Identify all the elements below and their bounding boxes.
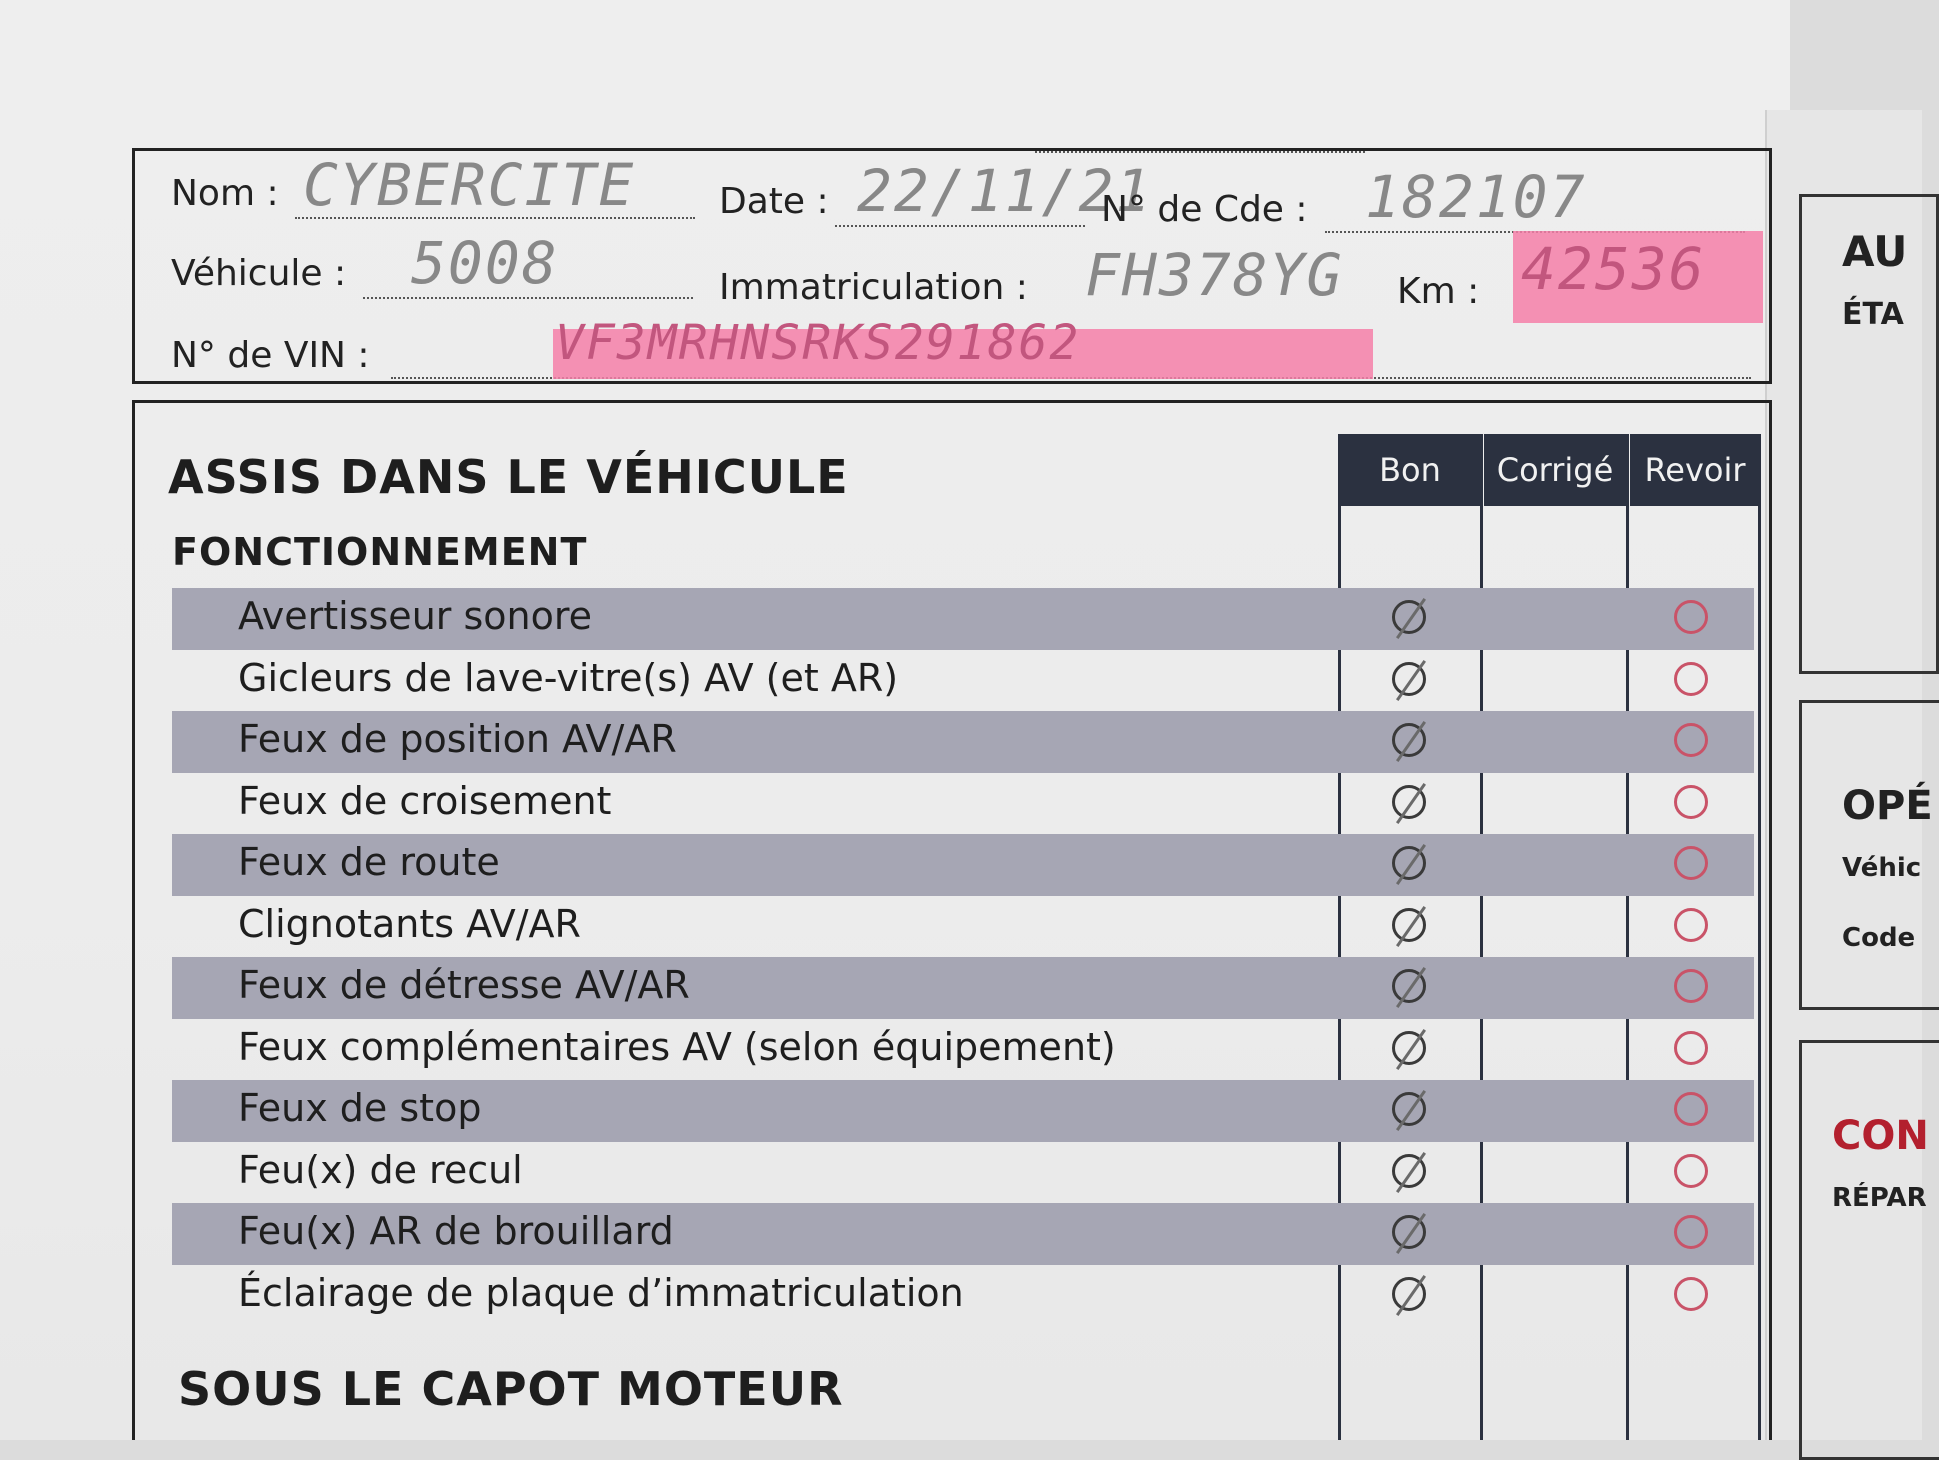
checklist-row <box>172 650 1754 712</box>
date-dots <box>835 225 1085 227</box>
nom-label: Nom : <box>171 173 279 214</box>
column-header-corrige: Corrigé <box>1484 434 1626 506</box>
section-title: ASSIS DANS LE VÉHICULE <box>168 450 849 504</box>
revoir-checkbox[interactable] <box>1674 1031 1708 1065</box>
checklist-item-label: Feux de croisement <box>238 778 612 823</box>
side-text-repar: RÉPAR <box>1832 1183 1927 1213</box>
km-value[interactable]: 42536 <box>1521 235 1706 303</box>
revoir-checkbox[interactable] <box>1674 1277 1708 1311</box>
checklist-item-label: Gicleurs de lave-vitre(s) AV (et AR) <box>238 655 899 700</box>
check-slash-icon <box>1396 1274 1426 1315</box>
vehicule-dots <box>363 297 693 299</box>
check-slash-icon <box>1396 1090 1426 1131</box>
checklist-row <box>172 711 1754 773</box>
bon-checkbox[interactable] <box>1392 1215 1426 1249</box>
bon-checkbox[interactable] <box>1392 846 1426 880</box>
immat-label: Immatriculation : <box>719 267 1028 308</box>
checklist-item-label: Feux de détresse AV/AR <box>238 963 690 1007</box>
side-text-etat: ÉTA <box>1842 297 1904 332</box>
checklist-row <box>172 1203 1754 1265</box>
revoir-checkbox[interactable] <box>1674 723 1708 757</box>
checklist-item-label: Feux complémentaires AV (selon équipement) <box>238 1024 1116 1069</box>
check-slash-icon <box>1396 1028 1426 1069</box>
cde-value[interactable]: 182107 <box>1365 163 1587 231</box>
vehicule-value[interactable]: 5008 <box>411 229 559 297</box>
checklist-rows <box>172 588 1754 1326</box>
vehicle-header-box <box>132 148 1772 384</box>
side-box-3 <box>1799 1040 1939 1460</box>
vin-label: N° de VIN : <box>171 335 370 376</box>
check-slash-icon <box>1396 967 1426 1008</box>
check-slash-icon <box>1396 1151 1426 1192</box>
bon-checkbox[interactable] <box>1392 1277 1426 1311</box>
side-text-con: CON <box>1832 1113 1929 1159</box>
km-label: Km : <box>1397 271 1480 312</box>
checklist-item-label: Feu(x) AR de brouillard <box>238 1209 674 1253</box>
checklist-row <box>172 834 1754 896</box>
revoir-checkbox[interactable] <box>1674 785 1708 819</box>
date-value[interactable]: 22/11/21 <box>857 157 1153 225</box>
bon-checkbox[interactable] <box>1392 969 1426 1003</box>
revoir-checkbox[interactable] <box>1674 969 1708 1003</box>
column-header-bon: Bon <box>1340 434 1480 506</box>
check-slash-icon <box>1396 844 1426 885</box>
bon-checkbox[interactable] <box>1392 785 1426 819</box>
bon-checkbox[interactable] <box>1392 723 1426 757</box>
checklist-item-label: Éclairage de plaque d’immatriculation <box>238 1270 964 1315</box>
column-divider <box>1758 434 1761 1440</box>
checklist-row <box>172 773 1754 835</box>
revoir-checkbox[interactable] <box>1674 1215 1708 1249</box>
checklist-item-label: Clignotants AV/AR <box>238 901 581 946</box>
bon-checkbox[interactable] <box>1392 1031 1426 1065</box>
revoir-checkbox[interactable] <box>1674 1092 1708 1126</box>
check-slash-icon <box>1396 598 1426 639</box>
bon-checkbox[interactable] <box>1392 1154 1426 1188</box>
checklist-item-label: Feux de stop <box>238 1086 482 1130</box>
side-text-code: Code <box>1842 923 1916 953</box>
revoir-checkbox[interactable] <box>1674 1154 1708 1188</box>
cde-label: N° de Cde : <box>1101 189 1308 230</box>
adjacent-page <box>1765 110 1933 1440</box>
side-box-2 <box>1799 700 1939 1010</box>
checklist-row <box>172 1142 1754 1204</box>
date-label: Date : <box>719 181 829 222</box>
side-text-au: AU <box>1842 227 1908 276</box>
revoir-checkbox[interactable] <box>1674 600 1708 634</box>
check-slash-icon <box>1396 905 1426 946</box>
checklist-row <box>172 1019 1754 1081</box>
side-text-vehic: Véhic <box>1842 853 1922 883</box>
vin-value[interactable]: VF3MRHNSRKS291862 <box>555 315 1081 371</box>
checklist-item-label: Avertisseur sonore <box>238 594 593 638</box>
checklist-item-label: Feux de position AV/AR <box>238 717 677 761</box>
checklist-row <box>172 588 1754 650</box>
checklist-row <box>172 1265 1754 1327</box>
sub-title: FONCTIONNEMENT <box>172 530 588 574</box>
check-slash-icon <box>1396 659 1426 700</box>
immat-dots <box>1035 151 1365 153</box>
bon-checkbox[interactable] <box>1392 600 1426 634</box>
checklist-row <box>172 896 1754 958</box>
immat-value[interactable]: FH378YG <box>1085 241 1344 309</box>
side-text-ope: OPÉ <box>1842 783 1933 829</box>
next-section-title: SOUS LE CAPOT MOTEUR <box>178 1362 844 1416</box>
checklist-row <box>172 957 1754 1019</box>
checklist-row <box>172 1080 1754 1142</box>
revoir-checkbox[interactable] <box>1674 846 1708 880</box>
bon-checkbox[interactable] <box>1392 908 1426 942</box>
check-slash-icon <box>1396 782 1426 823</box>
nom-value[interactable]: CYBERCITE <box>303 151 636 219</box>
checklist-item-label: Feu(x) de recul <box>238 1147 523 1192</box>
revoir-checkbox[interactable] <box>1674 662 1708 696</box>
bon-checkbox[interactable] <box>1392 1092 1426 1126</box>
check-slash-icon <box>1396 721 1426 762</box>
revoir-checkbox[interactable] <box>1674 908 1708 942</box>
checklist-item-label: Feux de route <box>238 840 500 884</box>
column-header-revoir: Revoir <box>1630 434 1760 506</box>
side-box-1 <box>1799 194 1939 674</box>
vehicule-label: Véhicule : <box>171 253 347 294</box>
check-slash-icon <box>1396 1213 1426 1254</box>
bon-checkbox[interactable] <box>1392 662 1426 696</box>
